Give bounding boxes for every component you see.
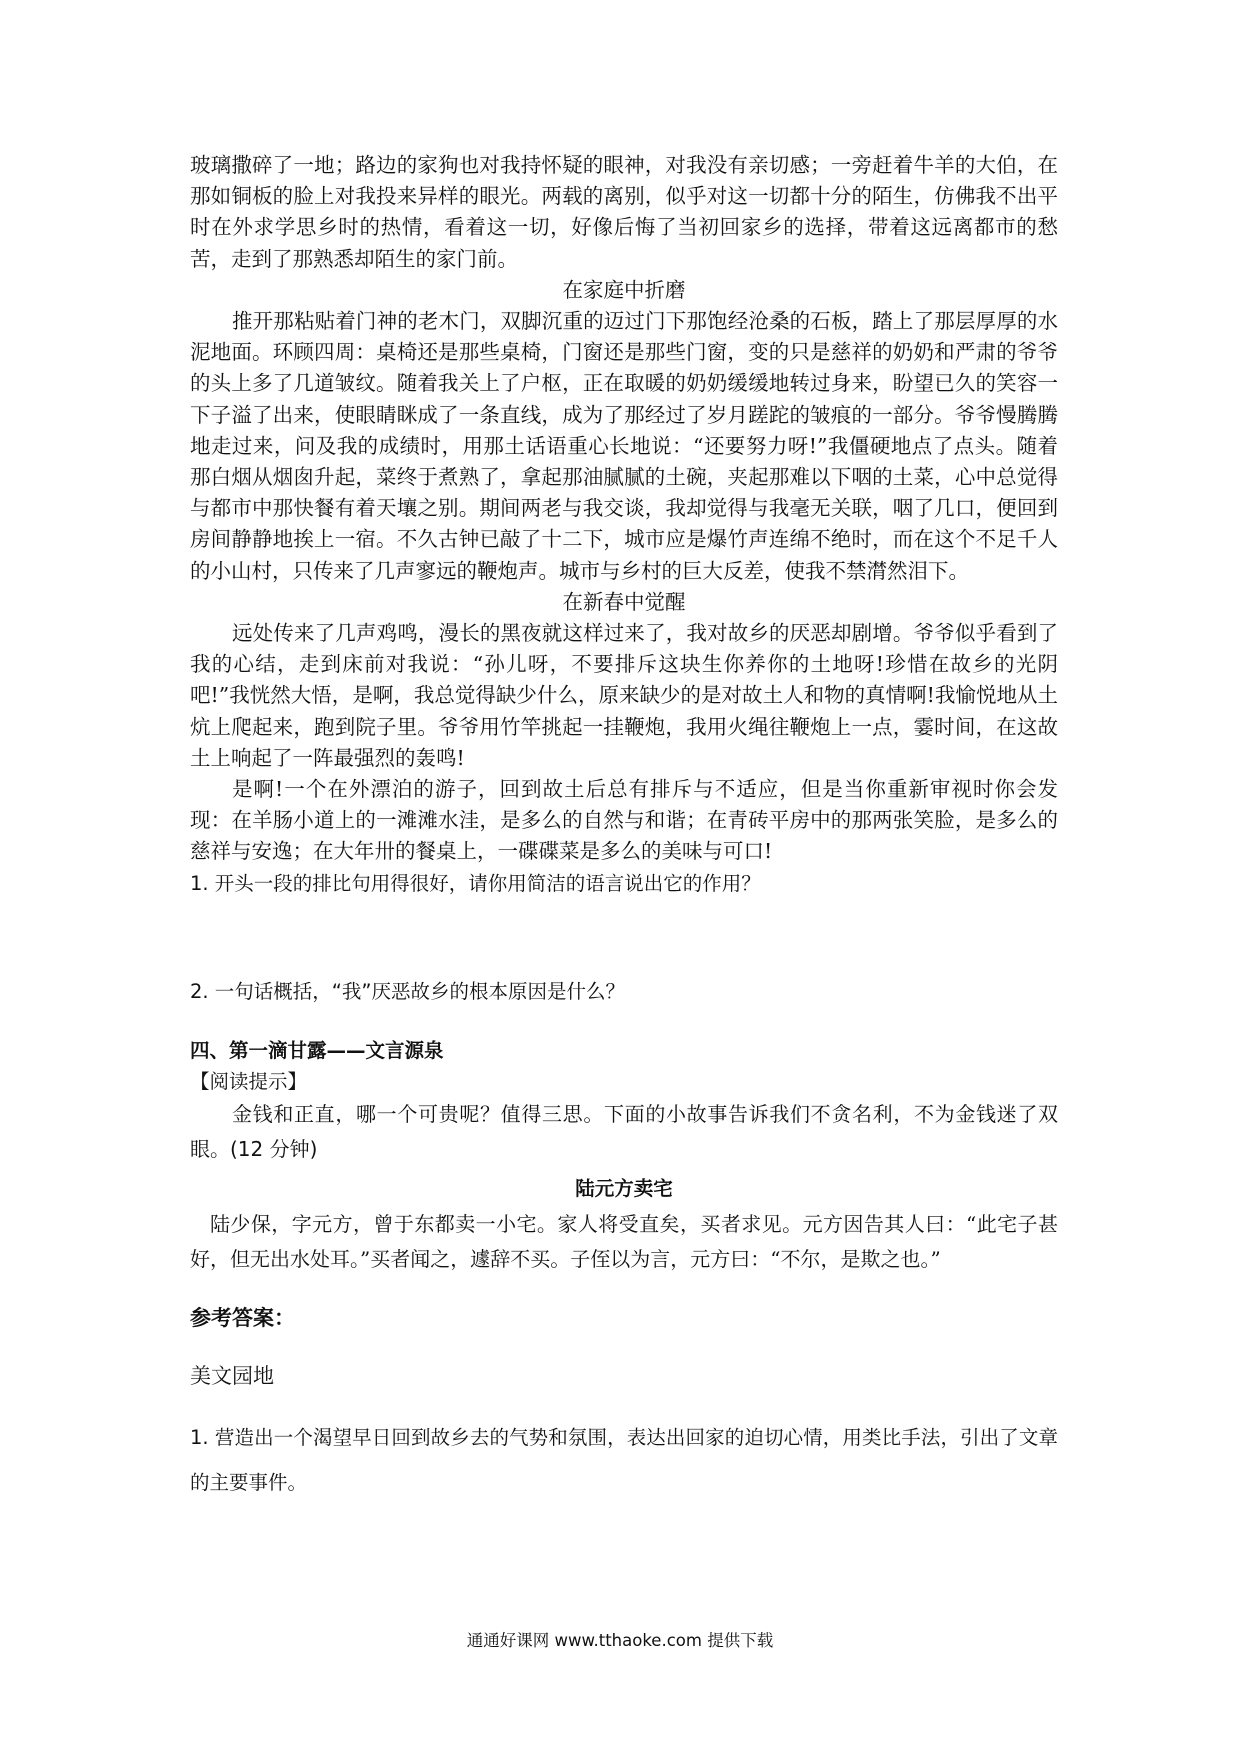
reference-answer-1: 1. 营造出一个渴望早日回到故乡去的气势和氛围，表达出回家的迫切心情，用类比手法，引出了文章的主要事件。 <box>190 1425 1058 1494</box>
classical-text-body: 陆少保，字元方，曾于东都卖一小宅。家人将受直矣，买者求见。元方因告其人曰：“此宅子甚好，但无出水处耳。”买者闻之，遽辞不买。子侄以为言，元方曰：“不尔，是欺之也。” <box>190 1211 1058 1271</box>
story-paragraph-ending: 是啊!一个在外漂泊的游子，回到故土后总有排斥与不适应，但是当你重新审视时你会发现：在羊肠小道上的一滩滩水洼，是多么的自然与和谐；在青砖平房中的那两张笑脸，是多么的慈祥与安逸；在大年卅的餐桌上，一碟碟菜是多么的美味与可口! <box>190 777 1058 864</box>
page-footer: 通通好课网 www.tthaoke.com 提供下载 <box>466 1631 774 1650</box>
document-page <box>190 150 1058 1505</box>
story-subheading-spring: 在新春中觉醒 <box>562 589 686 614</box>
reference-answers-heading: 参考答案： <box>190 1305 295 1330</box>
story-paragraph-intro: 玻璃撒碎了一地；路边的家狗也对我持怀疑的眼神，对我没有亲切感；一旁赶着牛羊的大伯，在那如铜板的脸上对我投来异样的眼光。两载的离别，似乎对这一切都十分的陌生，仿佛我不出平时在外求学思乡时的热情，看着这一切，好像后悔了当初回家乡的选择，带着这远离都市的愁苦，走到了那熟悉却陌生的家门前。 <box>190 153 1058 271</box>
section-4-heading: 四、第一滴甘露——文言源泉 <box>190 1038 444 1062</box>
reading-tip-text: 金钱和正直，哪一个可贵呢？值得三思。下面的小故事告诉我们不贪名利，不为金钱迷了双眼。(12 分钟) <box>190 1101 1058 1161</box>
reference-answers-subheading: 美文园地 <box>190 1363 274 1388</box>
story-paragraph-family: 推开那粘贴着门神的老木门，双脚沉重的迈过门下那饱经沧桑的石板，踏上了那层厚厚的水泥地面。环顾四周：桌椅还是那些桌椅，门窗还是那些门窗，变的只是慈祥的奶奶和严肃的爷爷的头上多了几道皱纹。随着我关上了户枢，正在取暖的奶奶缓缓地转过身来，盼望已久的笑容一下子溢了出来，使眼睛眯成了一条直线，成为了那经过了岁月蹉跎的皱痕的一部分。爷爷慢腾腾地走过来，问及我的成绩时，用那土话语重心长地说：“还要努力呀!”我僵硬地点了点头。随着那白烟从烟囱升起，菜终于煮熟了，拿起那油腻腻的土碗，夹起那难以下咽的土菜，心中总觉得与都市中那快餐有着天壤之别。期间两老与我交谈，我却觉得与我毫无关联，咽了几口，便回到房间静静地挨上一宿。不久古钟已敲了十二下，城市应是爆竹声连绵不绝时，而在这个不足千人的小山村，只传来了几声寥远的鞭炮声。城市与乡村的巨大反差，使我不禁潸然泪下。 <box>190 309 1058 583</box>
answer-space-1 <box>190 899 1058 976</box>
question-1: 1. 开头一段的排比句用得很好，请你用简洁的语言说出它的作用？ <box>190 871 761 895</box>
reading-tip-label: 【阅读提示】 <box>190 1069 308 1093</box>
classical-text-title: 陆元方卖宅 <box>575 1176 673 1200</box>
story-paragraph-spring: 远处传来了几声鸡鸣，漫长的黑夜就这样过来了，我对故乡的厌恶却剧增。爷爷似乎看到了我的心结，走到床前对我说：“孙儿呀，不要排斥这块生你养你的土地呀!珍惜在故乡的光阴吧!”我恍然大悟，是啊，我总觉得缺少什么，原来缺少的是对故土人和物的真情啊!我愉悦地从土炕上爬起来，跑到院子里。爷爷用竹竿挑起一挂鞭炮，我用火绳往鞭炮上一点，霎时间，在这故土上响起了一阵最强烈的轰鸣! <box>190 621 1058 770</box>
question-2: 2. 一句话概括，“我”厌恶故乡的根本原因是什么？ <box>190 979 626 1003</box>
story-subheading-family: 在家庭中折磨 <box>562 277 686 302</box>
